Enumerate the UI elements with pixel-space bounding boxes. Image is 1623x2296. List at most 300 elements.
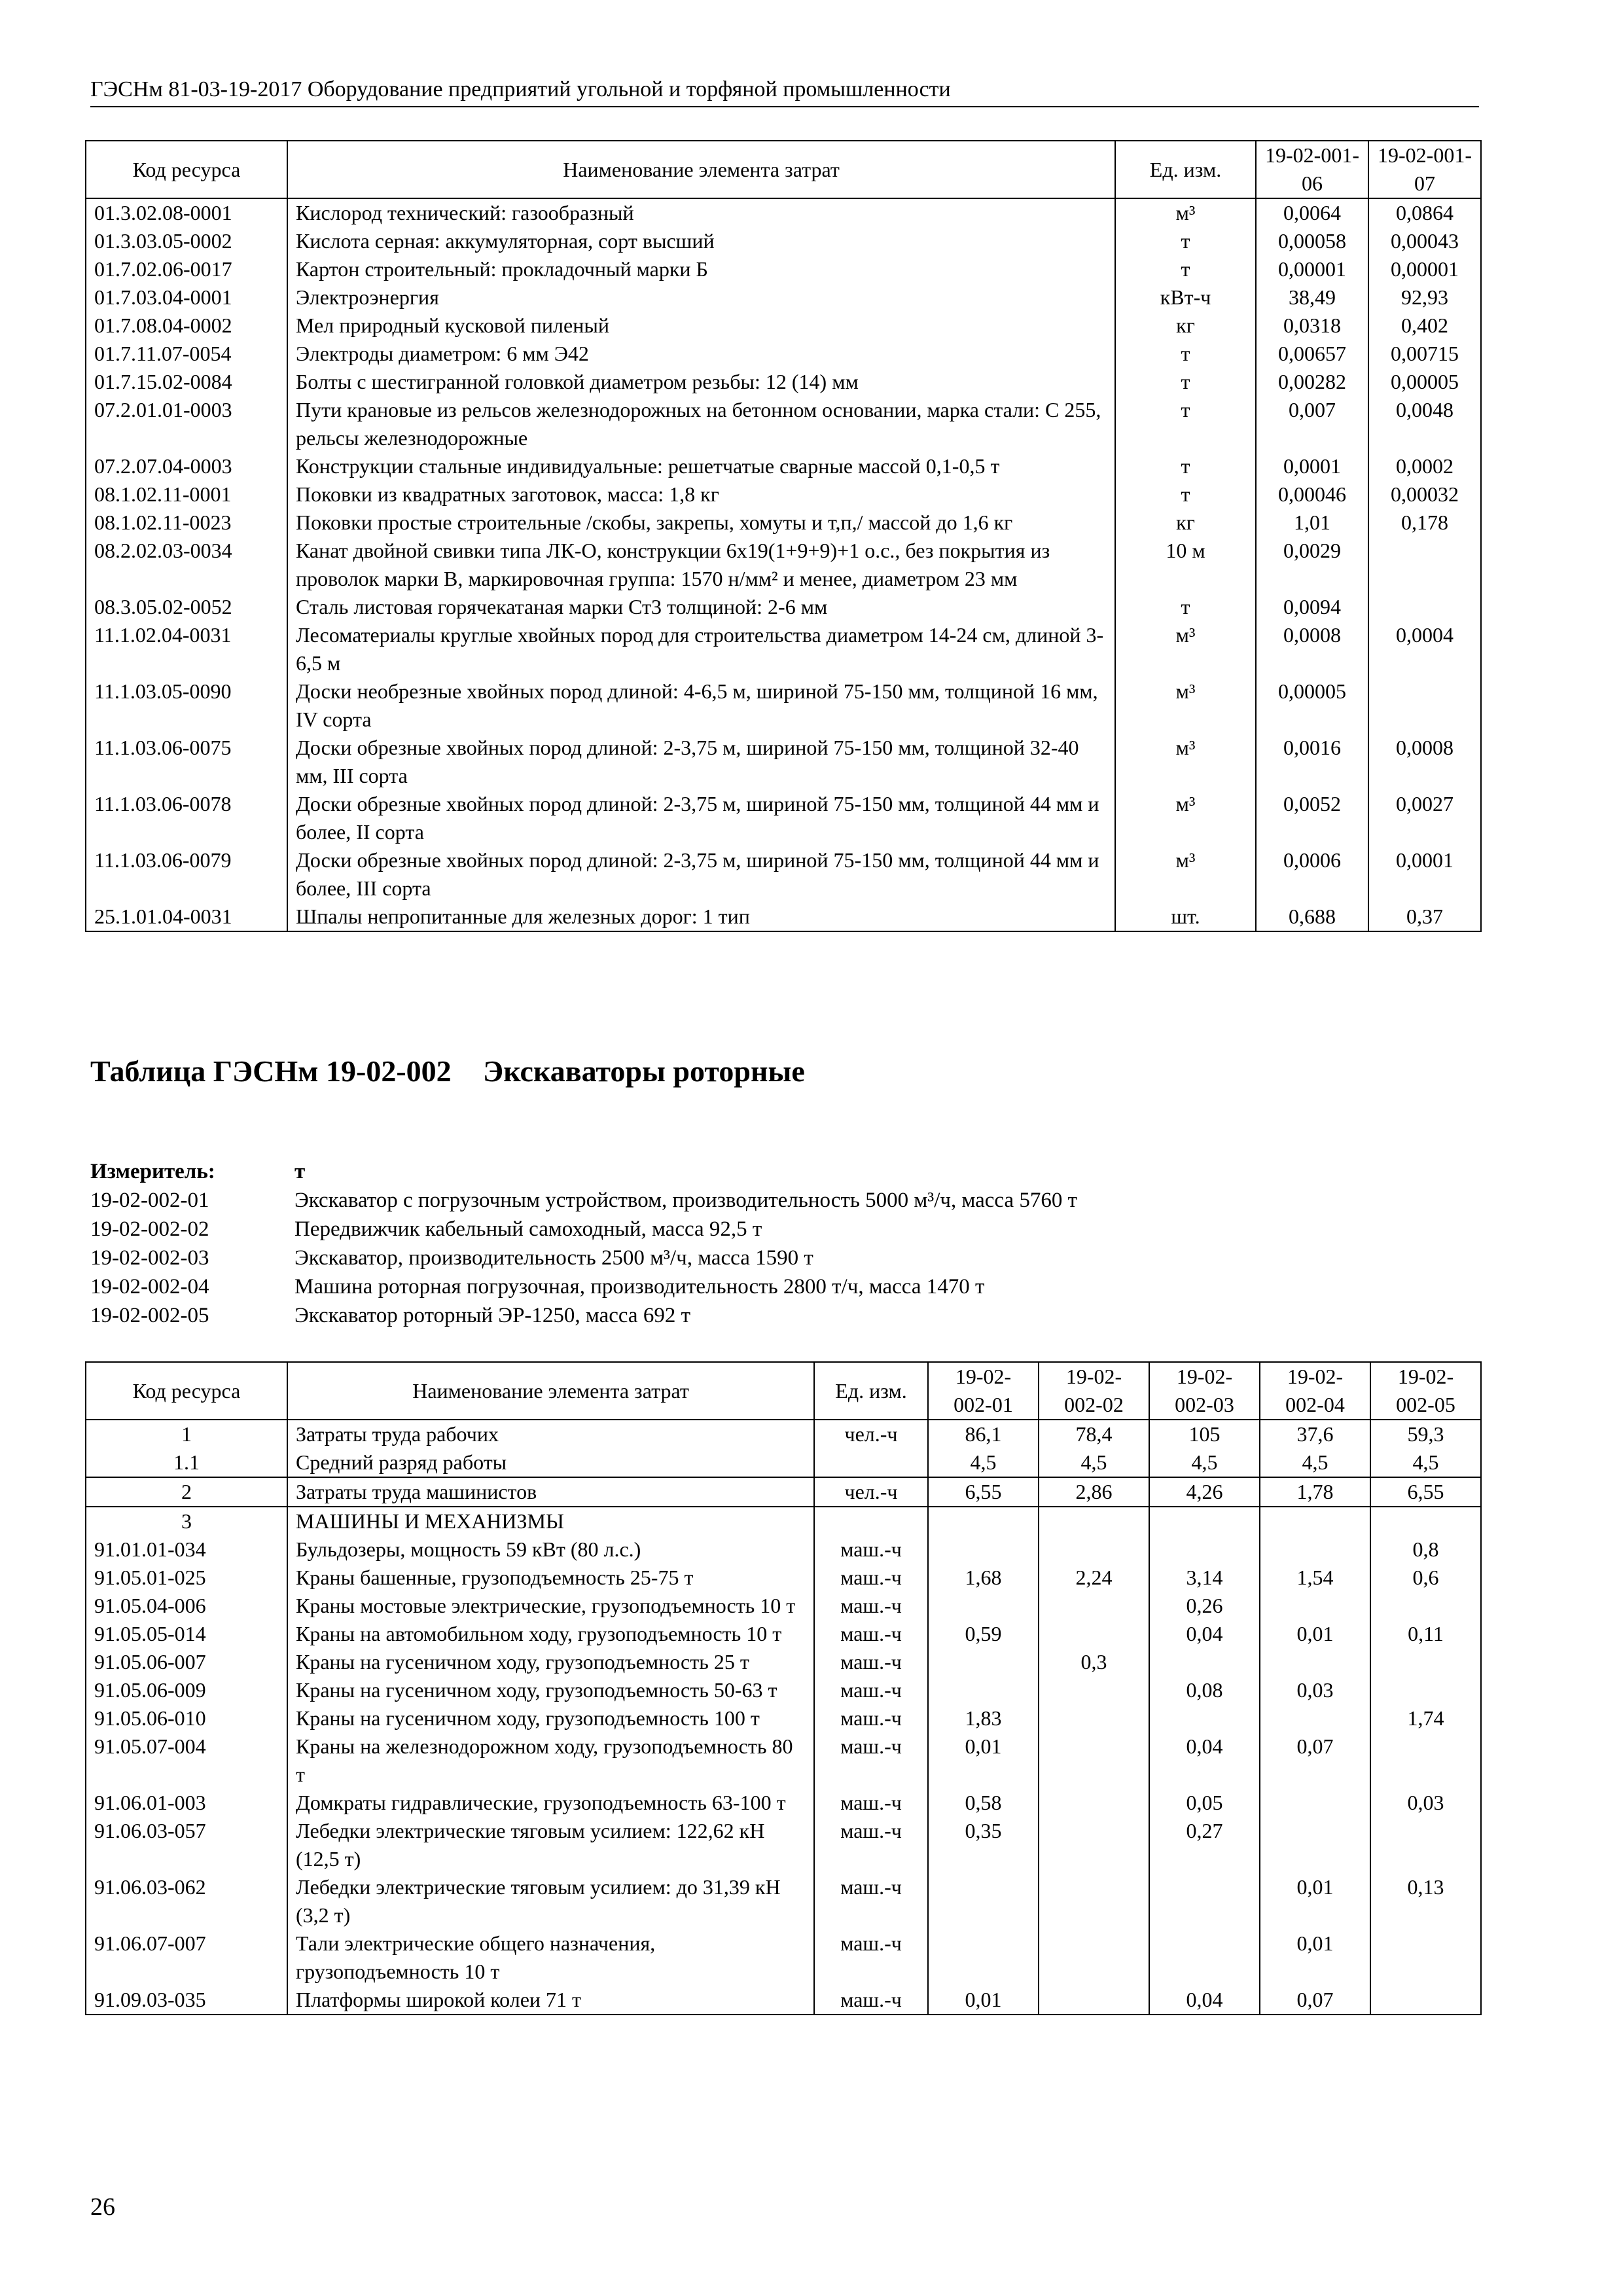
norm-value: 0,0029 [1256, 537, 1368, 593]
resource-code: 1.1 [86, 1448, 287, 1477]
resource-name: Платформы широкой колеи 71 т [287, 1986, 814, 2015]
norm-value: 0,0004 [1368, 621, 1481, 677]
resource-unit: кг [1115, 509, 1256, 537]
norm-value: 38,49 [1256, 283, 1368, 312]
resource-unit: маш.-ч [814, 1648, 928, 1676]
col-header-norm-1: 19-02-002-01 [928, 1362, 1039, 1420]
norm-value: 4,26 [1149, 1477, 1260, 1507]
resource-unit: т [1115, 452, 1256, 480]
resource-name: Лебедки электрические тяговым усилием: 122,62 кН (12,5 т) [287, 1817, 814, 1873]
norm-value [1149, 1648, 1260, 1676]
table-row [86, 1929, 1481, 1986]
norm-value [1370, 1929, 1481, 1986]
norm-value: 2,86 [1039, 1477, 1149, 1507]
table-row [86, 903, 1481, 931]
col-header-name: Наименование элемента затрат [287, 1362, 814, 1420]
norm-value: 1,78 [1260, 1477, 1370, 1507]
resource-name: Доски обрезные хвойных пород длиной: 2-3,75 м, шириной 75-150 мм, толщиной 44 мм и более, II сорта [287, 790, 1115, 846]
resource-unit: чел.-ч [814, 1420, 928, 1448]
norm-value: 0,01 [928, 1732, 1039, 1789]
norm-value [1149, 1704, 1260, 1732]
norm-value [1039, 1535, 1149, 1564]
norm-value [1149, 1535, 1260, 1564]
table-row [86, 1732, 1481, 1789]
norm-value: 0,402 [1368, 312, 1481, 340]
col-header-name: Наименование элемента затрат [287, 141, 1115, 198]
norm-value [1260, 1789, 1370, 1817]
norm-code: 19-02-002-05 [90, 1304, 209, 1327]
resource-code: 91.01.01-034 [86, 1535, 287, 1564]
norm-value: 4,5 [928, 1448, 1039, 1477]
norm-value: 0,04 [1149, 1620, 1260, 1648]
norm-value: 0,0027 [1368, 790, 1481, 846]
col-header-norm-5: 19-02-002-05 [1370, 1362, 1481, 1420]
resource-unit: т [1115, 340, 1256, 368]
table-row [86, 227, 1481, 255]
resource-unit: маш.-ч [814, 1676, 928, 1704]
norm-value: 0,08 [1149, 1676, 1260, 1704]
norm-description: Машина роторная погрузочная, производительность 2800 т/ч, масса 1470 т [294, 1275, 985, 1299]
resource-code: 08.1.02.11-0001 [86, 480, 287, 509]
table-row [86, 480, 1481, 509]
norm-value: 37,6 [1260, 1420, 1370, 1448]
norm-value: 0,00032 [1368, 480, 1481, 509]
norm-value: 0,35 [928, 1817, 1039, 1873]
table-row [86, 1676, 1481, 1704]
norm-code: 19-02-002-02 [90, 1217, 209, 1241]
resource-code: 91.05.06-009 [86, 1676, 287, 1704]
resource-code: 07.2.01.01-0003 [86, 396, 287, 452]
resource-unit: маш.-ч [814, 1873, 928, 1929]
table-row [86, 1873, 1481, 1929]
norm-value [1039, 1732, 1149, 1789]
resource-name: Краны мостовые электрические, грузоподъемность 10 т [287, 1592, 814, 1620]
norm-value [1039, 1817, 1149, 1873]
resource-unit: маш.-ч [814, 1535, 928, 1564]
norm-item [90, 1272, 1465, 1301]
col-header-norm-2: 19-02-001-07 [1368, 141, 1481, 198]
resource-code: 01.3.03.05-0002 [86, 227, 287, 255]
resource-name: Кислота серная: аккумуляторная, сорт высший [287, 227, 1115, 255]
resource-name: Краны на автомобильном ходу, грузоподъемность 10 т [287, 1620, 814, 1648]
norm-value: 0,3 [1039, 1648, 1149, 1676]
norm-value: 105 [1149, 1420, 1260, 1448]
table-row [86, 621, 1481, 677]
norm-value: 0,0064 [1256, 198, 1368, 227]
norm-description: Экскаватор роторный ЭР-1250, масса 692 т [294, 1304, 690, 1327]
norm-value: 0,0008 [1256, 621, 1368, 677]
norm-value: 6,55 [1370, 1477, 1481, 1507]
norm-item [90, 1301, 1465, 1330]
table-row [86, 1789, 1481, 1817]
table-row [86, 1648, 1481, 1676]
resource-name: Затраты труда машинистов [287, 1477, 814, 1507]
norm-value: 0,0052 [1256, 790, 1368, 846]
resource-unit: м³ [1115, 677, 1256, 734]
norm-value [1039, 1986, 1149, 2015]
norm-value: 0,00005 [1368, 368, 1481, 396]
resource-code: 07.2.07.04-0003 [86, 452, 287, 480]
norm-value [1039, 1873, 1149, 1929]
resource-name: Мел природный кусковой пиленый [287, 312, 1115, 340]
resource-name: Болты с шестигранной головкой диаметром резьбы: 12 (14) мм [287, 368, 1115, 396]
resource-name: Кислород технический: газообразный [287, 198, 1115, 227]
norm-value: 0,11 [1370, 1620, 1481, 1648]
norm-item [90, 1244, 1465, 1272]
resource-name: Сталь листовая горячекатаная марки Ст3 толщиной: 2-6 мм [287, 593, 1115, 621]
resource-unit [814, 1507, 928, 1535]
resource-unit: маш.-ч [814, 1564, 928, 1592]
resource-code: 2 [86, 1477, 287, 1507]
norm-value: 0,58 [928, 1789, 1039, 1817]
table-row [86, 198, 1481, 227]
norm-description: Передвижчик кабельный самоходный, масса 92,5 т [294, 1217, 762, 1241]
resource-unit: маш.-ч [814, 1789, 928, 1817]
table-row [86, 593, 1481, 621]
norm-value: 0,00046 [1256, 480, 1368, 509]
col-header-code: Код ресурса [86, 1362, 287, 1420]
norm-value: 0,0016 [1256, 734, 1368, 790]
norm-value: 0,37 [1368, 903, 1481, 931]
norm-description: Экскаватор с погрузочным устройством, производительность 5000 м³/ч, масса 5760 т [294, 1189, 1078, 1212]
resource-name: Лебедки электрические тяговым усилием: до 31,39 кН (3,2 т) [287, 1873, 814, 1929]
norm-value [1260, 1592, 1370, 1620]
norm-value [1149, 1507, 1260, 1535]
norm-value: 0,01 [928, 1986, 1039, 2015]
norm-value: 0,07 [1260, 1732, 1370, 1789]
table-row [86, 677, 1481, 734]
norm-value: 0,00005 [1256, 677, 1368, 734]
norm-value: 86,1 [928, 1420, 1039, 1448]
resource-name: Средний разряд работы [287, 1448, 814, 1477]
col-header-norm-1: 19-02-001-06 [1256, 141, 1368, 198]
norm-value [928, 1535, 1039, 1564]
norm-value: 0,0001 [1368, 846, 1481, 903]
norm-description: Экскаватор, производительность 2500 м³/ч, масса 1590 т [294, 1246, 813, 1270]
table-row [86, 396, 1481, 452]
resource-unit: м³ [1115, 846, 1256, 903]
resource-unit: т [1115, 480, 1256, 509]
norm-value: 0,007 [1256, 396, 1368, 452]
norm-value [1368, 677, 1481, 734]
norm-value: 4,5 [1370, 1448, 1481, 1477]
norm-value: 0,6 [1370, 1564, 1481, 1592]
norm-value [1370, 1732, 1481, 1789]
resource-unit: маш.-ч [814, 1704, 928, 1732]
norm-value: 0,01 [1260, 1929, 1370, 1986]
norm-value [1368, 593, 1481, 621]
table-row [86, 1620, 1481, 1648]
resource-name: Электроэнергия [287, 283, 1115, 312]
col-header-norm-2: 19-02-002-02 [1039, 1362, 1149, 1420]
norm-value [1039, 1676, 1149, 1704]
norm-value: 4,5 [1039, 1448, 1149, 1477]
resource-unit: м³ [1115, 734, 1256, 790]
norm-value: 0,04 [1149, 1732, 1260, 1789]
norm-value [1260, 1507, 1370, 1535]
table-row [86, 846, 1481, 903]
norm-value: 0,03 [1260, 1676, 1370, 1704]
norm-value [928, 1507, 1039, 1535]
resource-code: 11.1.03.06-0075 [86, 734, 287, 790]
resource-unit: маш.-ч [814, 1732, 928, 1789]
norm-value: 0,0008 [1368, 734, 1481, 790]
norm-value: 0,13 [1370, 1873, 1481, 1929]
norm-code: 19-02-002-03 [90, 1246, 209, 1270]
resource-name: Тали электрические общего назначения, грузоподъемность 10 т [287, 1929, 814, 1986]
table-row [86, 734, 1481, 790]
resource-name: Краны на гусеничном ходу, грузоподъемность 50-63 т [287, 1676, 814, 1704]
resource-name: Шпалы непропитанные для железных дорог: 1 тип [287, 903, 1115, 931]
resource-code: 91.05.01-025 [86, 1564, 287, 1592]
resource-name: Картон строительный: прокладочный марки Б [287, 255, 1115, 283]
norm-value [1039, 1704, 1149, 1732]
table-row [86, 1477, 1481, 1507]
norm-value: 0,26 [1149, 1592, 1260, 1620]
resource-name: Канат двойной свивки типа ЛК-О, конструкции 6х19(1+9+9)+1 о.с., без покрытия из проволок марки В, маркировочная группа: 1570 н/мм² и менее, диаметром 23 мм [287, 537, 1115, 593]
norm-value: 0,05 [1149, 1789, 1260, 1817]
resource-unit: маш.-ч [814, 1592, 928, 1620]
resource-name: Краны на железнодорожном ходу, грузоподъемность 80 т [287, 1732, 814, 1789]
norm-item [90, 1186, 1465, 1215]
resource-code: 01.7.15.02-0084 [86, 368, 287, 396]
resource-code: 91.06.07-007 [86, 1929, 287, 1986]
table-name: Экскаваторы роторные [483, 1054, 805, 1088]
norm-value: 6,55 [928, 1477, 1039, 1507]
table-row [86, 1817, 1481, 1873]
col-header-norm-4: 19-02-002-04 [1260, 1362, 1370, 1420]
resource-code: 11.1.03.06-0078 [86, 790, 287, 846]
norm-code: 19-02-002-04 [90, 1275, 209, 1299]
table-row [86, 283, 1481, 312]
resource-unit: т [1115, 396, 1256, 452]
resource-name: Лесоматериалы круглые хвойных пород для строительства диаметром 14-24 см, длиной 3-6,5 м [287, 621, 1115, 677]
resource-code: 01.7.08.04-0002 [86, 312, 287, 340]
resource-name: Поковки простые строительные /скобы, закрепы, хомуты и т,п,/ массой до 1,6 кг [287, 509, 1115, 537]
norm-value [1260, 1648, 1370, 1676]
col-header-unit: Ед. изм. [814, 1362, 928, 1420]
table-row [86, 1507, 1481, 1535]
table-row [86, 1420, 1481, 1448]
table-row [86, 1592, 1481, 1620]
resource-unit: маш.-ч [814, 1986, 928, 2015]
resource-name: Затраты труда рабочих [287, 1420, 814, 1448]
resource-code: 01.3.02.08-0001 [86, 198, 287, 227]
resource-unit: т [1115, 593, 1256, 621]
resource-name: Пути крановые из рельсов железнодорожных на бетонном основании, марка стали: С 255, рельсы железнодорожные [287, 396, 1115, 452]
norm-value: 1,01 [1256, 509, 1368, 537]
norm-value [1260, 1704, 1370, 1732]
resource-code: 08.2.02.03-0034 [86, 537, 287, 593]
resource-name: Краны башенные, грузоподъемность 25-75 т [287, 1564, 814, 1592]
norm-value: 0,00043 [1368, 227, 1481, 255]
norm-code: 19-02-002-01 [90, 1189, 209, 1212]
norm-value: 0,0006 [1256, 846, 1368, 903]
resource-code: 91.05.07-004 [86, 1732, 287, 1789]
resource-name: Доски обрезные хвойных пород длиной: 2-3,75 м, шириной 75-150 мм, толщиной 32-40 мм, III сорта [287, 734, 1115, 790]
resource-unit: маш.-ч [814, 1620, 928, 1648]
norm-value [1149, 1929, 1260, 1986]
table-row [86, 340, 1481, 368]
resource-code: 91.05.05-014 [86, 1620, 287, 1648]
norm-value: 1,68 [928, 1564, 1039, 1592]
table-row [86, 1986, 1481, 2015]
resource-code: 01.7.02.06-0017 [86, 255, 287, 283]
resource-unit: маш.-ч [814, 1929, 928, 1986]
table-row [86, 537, 1481, 593]
norm-value: 0,0001 [1256, 452, 1368, 480]
resources-table-1 [85, 140, 1482, 932]
resource-name: Поковки из квадратных заготовок, масса: 1,8 кг [287, 480, 1115, 509]
resource-name: Конструкции стальные индивидуальные: решетчатые сварные массой 0,1-0,5 т [287, 452, 1115, 480]
norm-value: 1,54 [1260, 1564, 1370, 1592]
resource-code: 91.09.03-035 [86, 1986, 287, 2015]
resource-unit: м³ [1115, 621, 1256, 677]
table-title [90, 1052, 941, 1090]
norm-value: 0,00058 [1256, 227, 1368, 255]
resource-unit [814, 1448, 928, 1477]
resource-code: 1 [86, 1420, 287, 1448]
norm-value: 4,5 [1260, 1448, 1370, 1477]
norm-value: 4,5 [1149, 1448, 1260, 1477]
norm-value: 0,00001 [1368, 255, 1481, 283]
table-number: Таблица ГЭСНм 19-02-002 [90, 1054, 452, 1088]
resource-code: 91.05.06-007 [86, 1648, 287, 1676]
norm-value: 0,178 [1368, 509, 1481, 537]
norm-value: 0,00657 [1256, 340, 1368, 368]
table-row [86, 255, 1481, 283]
norm-value [1039, 1592, 1149, 1620]
page-number: 26 [90, 2193, 115, 2221]
norm-value: 0,0048 [1368, 396, 1481, 452]
norm-value: 1,83 [928, 1704, 1039, 1732]
norm-value: 59,3 [1370, 1420, 1481, 1448]
norm-value: 0,00715 [1368, 340, 1481, 368]
resource-unit: кВт-ч [1115, 283, 1256, 312]
col-header-code: Код ресурса [86, 141, 287, 198]
resource-unit: м³ [1115, 198, 1256, 227]
norm-value: 0,01 [1260, 1620, 1370, 1648]
norm-value [1370, 1817, 1481, 1873]
norm-value: 92,93 [1368, 283, 1481, 312]
norm-value: 0,0864 [1368, 198, 1481, 227]
norm-value [928, 1592, 1039, 1620]
norm-value [1370, 1676, 1481, 1704]
resource-code: 08.1.02.11-0023 [86, 509, 287, 537]
table-row [86, 1564, 1481, 1592]
table-row [86, 790, 1481, 846]
norm-value: 1,74 [1370, 1704, 1481, 1732]
norm-value: 2,24 [1039, 1564, 1149, 1592]
norm-value: 0,0002 [1368, 452, 1481, 480]
resource-unit: кг [1115, 312, 1256, 340]
resource-code: 11.1.03.06-0079 [86, 846, 287, 903]
norm-value [1370, 1986, 1481, 2015]
resource-name: Домкраты гидравлические, грузоподъемность 63-100 т [287, 1789, 814, 1817]
table-row [86, 1448, 1481, 1477]
norm-value: 0,00001 [1256, 255, 1368, 283]
resource-unit: м³ [1115, 790, 1256, 846]
resource-code: 01.7.11.07-0054 [86, 340, 287, 368]
resource-code: 11.1.02.04-0031 [86, 621, 287, 677]
resource-code: 01.7.03.04-0001 [86, 283, 287, 312]
resource-code: 91.06.01-003 [86, 1789, 287, 1817]
measure-value: т [294, 1160, 306, 1183]
norm-value [1039, 1789, 1149, 1817]
resource-name: МАШИНЫ И МЕХАНИЗМЫ [287, 1507, 814, 1535]
norm-value [1149, 1873, 1260, 1929]
resource-unit: шт. [1115, 903, 1256, 931]
resource-unit: т [1115, 368, 1256, 396]
table-row [86, 452, 1481, 480]
norm-value: 3,14 [1149, 1564, 1260, 1592]
norm-value [928, 1873, 1039, 1929]
resource-name: Краны на гусеничном ходу, грузоподъемность 100 т [287, 1704, 814, 1732]
resource-code: 3 [86, 1507, 287, 1535]
resource-name: Доски обрезные хвойных пород длиной: 2-3,75 м, шириной 75-150 мм, толщиной 44 мм и более, III сорта [287, 846, 1115, 903]
norm-value: 0,01 [1260, 1873, 1370, 1929]
resource-code: 91.05.04-006 [86, 1592, 287, 1620]
running-header: ГЭСНм 81-03-19-2017 Оборудование предприятий угольной и торфяной промышленности [90, 76, 1479, 107]
norm-value [1370, 1592, 1481, 1620]
resource-name: Электроды диаметром: 6 мм Э42 [287, 340, 1115, 368]
norm-value [1368, 537, 1481, 593]
resource-name: Краны на гусеничном ходу, грузоподъемность 25 т [287, 1648, 814, 1676]
measure-label: Измеритель: [90, 1160, 215, 1183]
resources-table-2 [85, 1361, 1482, 2015]
resource-unit: т [1115, 227, 1256, 255]
norm-value [928, 1929, 1039, 1986]
norm-value: 0,27 [1149, 1817, 1260, 1873]
norm-value [1370, 1648, 1481, 1676]
norm-value [1039, 1620, 1149, 1648]
resource-code: 08.3.05.02-0052 [86, 593, 287, 621]
norm-value: 0,07 [1260, 1986, 1370, 2015]
table-row [86, 1704, 1481, 1732]
norms-list [90, 1157, 1465, 1330]
col-header-unit: Ед. изм. [1115, 141, 1256, 198]
resource-code: 91.05.06-010 [86, 1704, 287, 1732]
resource-name: Бульдозеры, мощность 59 кВт (80 л.с.) [287, 1535, 814, 1564]
norm-value: 0,03 [1370, 1789, 1481, 1817]
norm-value: 0,0094 [1256, 593, 1368, 621]
norm-value: 0,00282 [1256, 368, 1368, 396]
norm-value [1260, 1817, 1370, 1873]
table-row [86, 368, 1481, 396]
table-row [86, 312, 1481, 340]
resource-code: 25.1.01.04-0031 [86, 903, 287, 931]
norm-value: 78,4 [1039, 1420, 1149, 1448]
resource-unit: чел.-ч [814, 1477, 928, 1507]
norm-value [1370, 1507, 1481, 1535]
norm-value [928, 1676, 1039, 1704]
norm-value [1260, 1535, 1370, 1564]
norm-value: 0,04 [1149, 1986, 1260, 2015]
resource-code: 11.1.03.05-0090 [86, 677, 287, 734]
norm-value: 0,59 [928, 1620, 1039, 1648]
norm-value: 0,8 [1370, 1535, 1481, 1564]
norm-value [928, 1648, 1039, 1676]
resource-code: 91.06.03-062 [86, 1873, 287, 1929]
norm-item [90, 1215, 1465, 1244]
resource-unit: маш.-ч [814, 1817, 928, 1873]
norm-value: 0,688 [1256, 903, 1368, 931]
resource-code: 91.06.03-057 [86, 1817, 287, 1873]
table-row [86, 509, 1481, 537]
resource-unit: 10 м [1115, 537, 1256, 593]
resource-name: Доски необрезные хвойных пород длиной: 4-6,5 м, шириной 75-150 мм, толщиной 16 мм, IV сорта [287, 677, 1115, 734]
norm-value [1039, 1507, 1149, 1535]
